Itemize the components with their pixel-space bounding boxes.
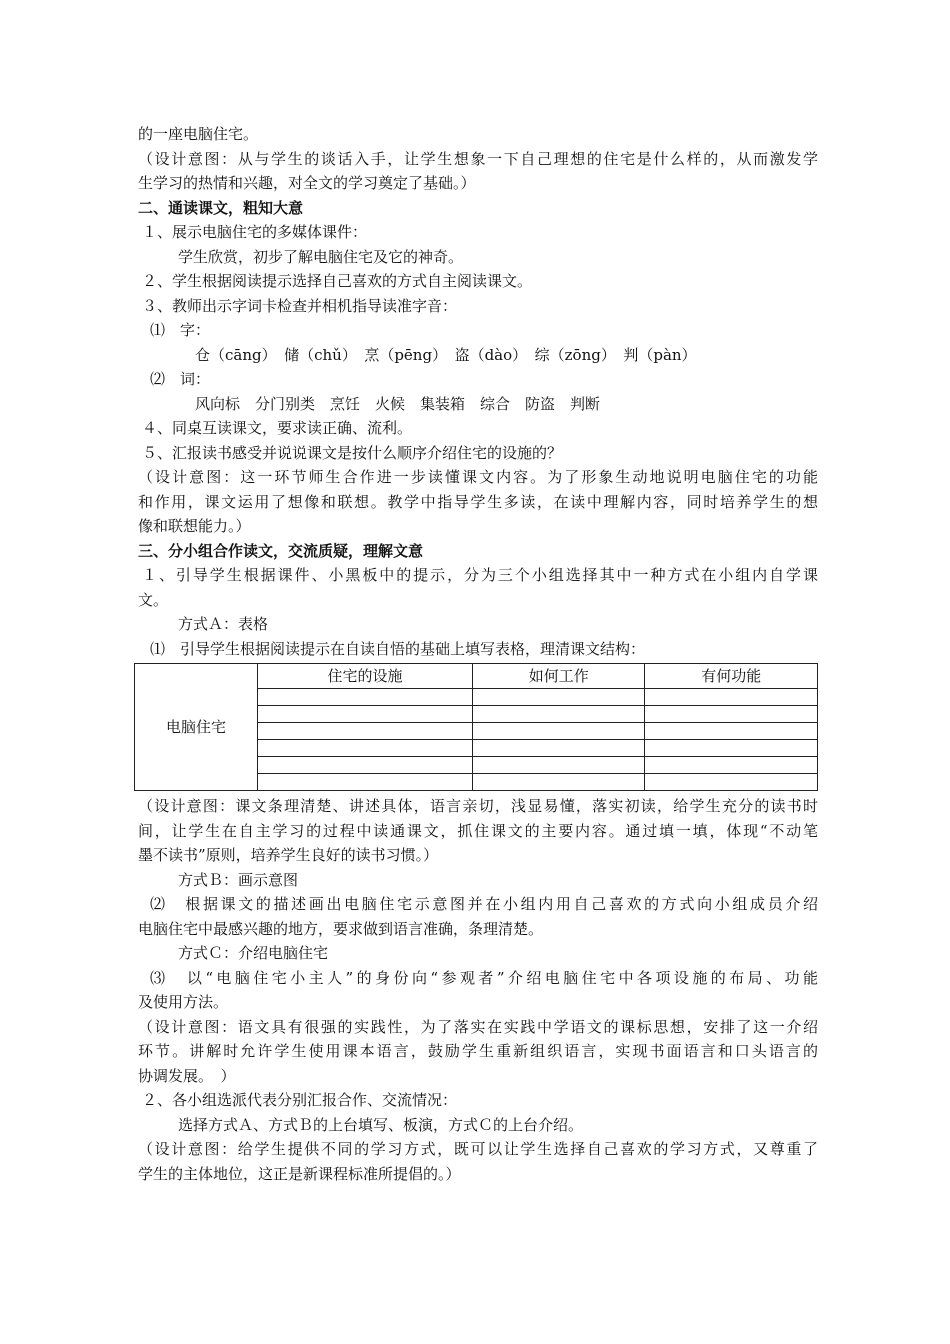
- text-line: 及使用方法。: [138, 993, 229, 1011]
- text-line: 环节。讲解时允许学生使用课本语言，鼓励学生重新组织语言，实现书面语言和口头语言的: [138, 1042, 818, 1060]
- text-line: 电脑住宅中最感兴趣的地方，要求做到语言准确，条理清楚。: [138, 919, 544, 938]
- table-header: 如何工作: [472, 664, 645, 689]
- text-line: 像和联想能力。）: [138, 517, 251, 535]
- table-cell[interactable]: [472, 757, 645, 774]
- text-line: 学生欣赏，初步了解电脑住宅及它的神奇。: [178, 247, 464, 266]
- table-cell[interactable]: [645, 689, 818, 706]
- text-line: 生学习的热情和兴趣，对全文的学习奠定了基础。）: [138, 174, 476, 192]
- text-line: 的一座电脑住宅。: [138, 125, 259, 143]
- table-cell[interactable]: [645, 757, 818, 774]
- table-cell[interactable]: [472, 740, 645, 757]
- table-cell[interactable]: [258, 723, 473, 740]
- table-cell[interactable]: [472, 774, 645, 791]
- method-label: 方式Ｃ：介绍电脑住宅: [178, 944, 329, 962]
- text-line: 协调发展。 ）: [138, 1066, 236, 1085]
- sub-item: ⑴ 引导学生根据阅读提示在自读自悟的基础上填写表格，理清课文结构：: [150, 639, 646, 658]
- sub-item: ⑵ 根据课文的描述画出电脑住宅示意图并在小组内用自己喜欢的方式向小组成员介绍: [150, 895, 818, 913]
- text-line: 文。: [138, 590, 169, 609]
- list-item: １、引导学生根据课件、小黑板中的提示，分为三个小组选择其中一种方式在小组内自学课: [142, 566, 818, 584]
- table-cell[interactable]: [645, 740, 818, 757]
- method-label: 方式Ｂ：画示意图: [178, 870, 299, 889]
- design-intent-note: （设计意图：给学生提供不同的学习方式，既可以让学生选择自己喜欢的学习方式，又尊重了: [138, 1140, 818, 1158]
- method-label: 方式Ａ：表格: [178, 615, 269, 633]
- pinyin-line: 仓（cāng） 储（chǔ） 烹（pēng） 盗（dào） 综（zōng） 判（pàn）: [195, 345, 697, 364]
- design-intent-note: （设计意图：这一环节师生合作进一步读懂课文内容。为了形象生动地说明电脑住宅的功能: [138, 468, 818, 486]
- design-intent-note: （设计意图：从与学生的谈话入手，让学生想象一下自己理想的住宅是什么样的，从而激发学: [138, 149, 818, 168]
- text-line: 墨不读书”原则，培养学生良好的读书习惯。）: [138, 846, 439, 864]
- table-cell[interactable]: [258, 706, 473, 723]
- text-line: 间，让学生在自主学习的过程中读通课文，抓住课文的主要内容。通过填一填，体现“不动笔: [138, 821, 818, 840]
- design-intent-note: （设计意图：语文具有很强的实践性，为了落实在实践中学语文的课标思想，安排了这一介绍: [138, 1017, 818, 1036]
- table-cell[interactable]: [258, 740, 473, 757]
- sub-item: ⑵ 词：: [150, 370, 211, 388]
- table-cell[interactable]: [645, 774, 818, 791]
- sub-item: ⑴ 字：: [150, 321, 211, 339]
- table-header: 住宅的设施: [258, 664, 473, 689]
- list-item: １、展示电脑住宅的多媒体课件：: [142, 223, 368, 241]
- table-cell[interactable]: [645, 706, 818, 723]
- text-line: 和作用，课文运用了想像和联想。教学中指导学生多读，在读中理解内容，同时培养学生的想: [138, 492, 818, 511]
- section-heading: 二、通读课文，粗知大意: [138, 198, 304, 217]
- table-cell[interactable]: [258, 774, 473, 791]
- table-cell[interactable]: [472, 723, 645, 740]
- fill-in-table: [134, 663, 818, 791]
- vocabulary-line: 风向标 分门别类 烹饪 火候 集装箱 综合 防盗 判断: [195, 394, 601, 413]
- list-item: ４、同桌互读课文，要求读正确、流利。: [142, 419, 413, 437]
- table-cell[interactable]: [258, 757, 473, 774]
- text-line: 选择方式Ａ、方式Ｂ的上台填写、板演，方式Ｃ的上台介绍。: [178, 1115, 584, 1134]
- table-cell[interactable]: [645, 723, 818, 740]
- list-item: ５、汇报读书感受并说说课文是按什么顺序介绍住宅的设施的？: [142, 443, 563, 462]
- document-page: [138, 122, 818, 1186]
- design-intent-note: （设计意图：课文条理清楚、讲述具体，语言亲切，浅显易懂，落实初读，给学生充分的读书时: [138, 797, 818, 815]
- table-header: 有何功能: [645, 664, 818, 689]
- table-row-label: 电脑住宅: [135, 664, 258, 791]
- table-cell[interactable]: [472, 689, 645, 706]
- table-cell[interactable]: [472, 706, 645, 723]
- sub-item: ⑶ 以“电脑住宅小主人”的身份向“参观者”介绍电脑住宅中各项设施的布局、功能: [150, 968, 818, 987]
- list-item: ２、各小组选派代表分别汇报合作、交流情况：: [142, 1091, 458, 1109]
- text-line: 学生的主体地位，这正是新课程标准所提倡的。）: [138, 1164, 461, 1183]
- list-item: ２、学生根据阅读提示选择自己喜欢的方式自主阅读课文。: [142, 272, 533, 290]
- list-item: ３、教师出示字词卡检查并相机指导读准字音：: [142, 296, 458, 315]
- section-heading: 三、分小组合作读文，交流质疑，理解文意: [138, 541, 424, 560]
- table-cell[interactable]: [258, 689, 473, 706]
